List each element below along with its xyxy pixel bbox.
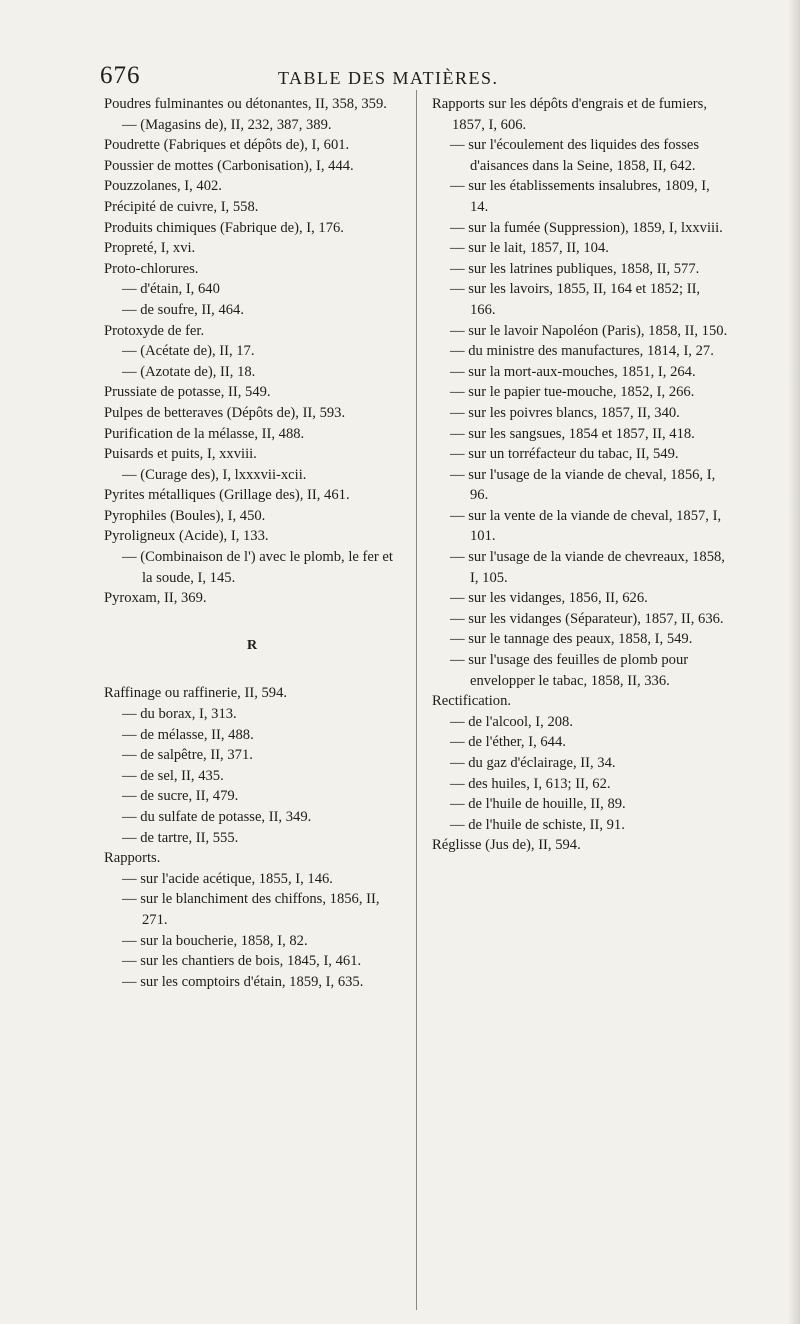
index-subentry: — sur les lavoirs, 1855, II, 164 et 1852; II, 166. bbox=[450, 281, 701, 318]
index-entry: Réglisse (Jus de), II, 594. bbox=[432, 837, 581, 854]
index-subentry: — sur l'usage de la viande de cheval, 1856, I, 96. bbox=[450, 466, 716, 504]
index-subentry: — sur les établissements insalubres, 1809, I, 14. bbox=[450, 178, 710, 215]
index-subentry: — sur les poivres blancs, 1857, II, 340. bbox=[450, 404, 680, 421]
index-entry: Pouzzolanes, I, 402. bbox=[104, 178, 222, 195]
index-subentry: — sur les sangsues, 1854 et 1857, II, 418. bbox=[450, 425, 695, 442]
index-entry: Pyrophiles (Boules), I, 450. bbox=[104, 507, 266, 524]
index-subentry: — sur la boucherie, 1858, I, 82. bbox=[122, 932, 308, 949]
index-entry: Purification de la mélasse, II, 488. bbox=[104, 425, 305, 442]
index-subentry: — sur les chantiers de bois, 1845, I, 461. bbox=[122, 953, 362, 970]
index-subentry: — sur l'usage des feuilles de plomb pour envelopper le tabac, 1858, II, 336. bbox=[450, 652, 689, 689]
index-subentry: — sur les vidanges (Séparateur), 1857, II, 636. bbox=[450, 610, 724, 627]
index-subentry: — de l'huile de schiste, II, 91. bbox=[450, 816, 625, 833]
index-subentry: — sur les comptoirs d'étain, 1859, I, 635. bbox=[122, 973, 364, 990]
index-subentry: — (Magasins de), II, 232, 387, 389. bbox=[122, 116, 332, 133]
running-title: TABLE DES MATIÈRES. bbox=[278, 68, 499, 88]
index-subentry: — des huiles, I, 613; II, 62. bbox=[450, 775, 611, 792]
index-subentry: — sur l'acide acétique, 1855, I, 146. bbox=[122, 870, 333, 887]
index-subentry: — sur les latrines publiques, 1858, II, 577. bbox=[450, 260, 700, 277]
index-entry: Rectification. bbox=[432, 693, 512, 710]
index-subentry: — de salpêtre, II, 371. bbox=[122, 747, 253, 764]
index-subentry: — du gaz d'éclairage, II, 34. bbox=[450, 755, 616, 771]
index-subentry: — du sulfate de potasse, II, 349. bbox=[122, 809, 312, 825]
index-entry: Pyrites métalliques (Grillage des), II, 461. bbox=[104, 487, 350, 504]
index-subentry: — sur le tannage des peaux, 1858, I, 549. bbox=[450, 631, 693, 648]
index-subentry: — (Curage des), I, lxxxvii-xcii. bbox=[122, 466, 307, 483]
index-subentry: — du ministre des manufactures, 1814, I, 27. bbox=[450, 343, 714, 360]
index-entry: Proto-chlorures. bbox=[104, 260, 199, 277]
left-column bbox=[104, 94, 400, 992]
index-entry: Rapports sur les dépôts d'engrais et de fumiers, 1857, I, 606. bbox=[432, 96, 707, 133]
index-entry: Rapports. bbox=[104, 850, 161, 867]
index-entry: Précipité de cuivre, I, 558. bbox=[104, 198, 259, 215]
index-subentry: — de tartre, II, 555. bbox=[122, 829, 239, 846]
index-subentry: — sur la mort-aux-mouches, 1851, I, 264. bbox=[450, 363, 696, 380]
index-subentry: — sur un torréfacteur du tabac, II, 549. bbox=[450, 446, 679, 463]
index-entry: Poussier de mottes (Carbonisation), I, 444. bbox=[104, 157, 354, 174]
page-edge-shadow bbox=[788, 0, 800, 1324]
index-subentry: — sur la fumée (Suppression), 1859, I, lxxviii. bbox=[450, 219, 723, 236]
index-subentry: — de mélasse, II, 488. bbox=[122, 726, 254, 743]
index-subentry: — de l'alcool, I, 208. bbox=[450, 713, 573, 730]
index-subentry: — de sel, II, 435. bbox=[122, 767, 224, 784]
index-entry: Poudres fulminantes ou détonantes, II, 358, 359. bbox=[104, 96, 387, 112]
index-subentry: — sur le blanchiment des chiffons, 1856, II, 271. bbox=[122, 891, 380, 928]
index-subentry: — sur les vidanges, 1856, II, 626. bbox=[450, 590, 648, 607]
index-entry: Puisards et puits, I, xxviii. bbox=[104, 446, 257, 463]
index-entry: Raffinage ou raffinerie, II, 594. bbox=[104, 685, 288, 702]
index-subentry: — (Azotate de), II, 18. bbox=[122, 363, 256, 380]
right-column bbox=[432, 94, 728, 856]
left-index-block-p bbox=[104, 94, 400, 609]
page-number: 676 bbox=[100, 62, 141, 89]
index-subentry: — (Combinaison de l') avec le plomb, le fer et la soude, I, 145. bbox=[122, 549, 393, 586]
index-entry: Pulpes de betteraves (Dépôts de), II, 593. bbox=[104, 404, 346, 421]
index-entry: Protoxyde de fer. bbox=[104, 322, 205, 339]
right-index-block bbox=[432, 94, 728, 856]
index-entry: Poudrette (Fabriques et dépôts de), I, 601. bbox=[104, 137, 350, 154]
index-entry: Propreté, I, xvi. bbox=[104, 240, 196, 257]
index-subentry: — sur l'écoulement des liquides des fosses d'aisances dans la Seine, 1858, II, 642. bbox=[450, 137, 700, 174]
index-subentry: — sur le papier tue-mouche, 1852, I, 266. bbox=[450, 384, 695, 401]
index-subentry: — sur la vente de la viande de cheval, 1857, I, 101. bbox=[450, 507, 722, 545]
index-entry: Pyroxam, II, 369. bbox=[104, 590, 207, 607]
index-subentry: — sur le lavoir Napoléon (Paris), 1858, II, 150. bbox=[450, 322, 728, 339]
left-index-block-r bbox=[104, 683, 400, 992]
index-subentry: — d'étain, I, 640 bbox=[122, 281, 220, 298]
index-subentry: — de soufre, II, 464. bbox=[122, 301, 244, 318]
index-subentry: — de l'huile de houille, II, 89. bbox=[450, 796, 626, 813]
index-entry: Pyroligneux (Acide), I, 133. bbox=[104, 528, 269, 545]
section-letter: R bbox=[246, 637, 258, 653]
index-entry: Prussiate de potasse, II, 549. bbox=[104, 384, 271, 401]
index-subentry: — sur le lait, 1857, II, 104. bbox=[450, 240, 609, 257]
index-subentry: — du borax, I, 313. bbox=[122, 706, 237, 723]
column-divider bbox=[416, 90, 417, 1310]
index-entry: Produits chimiques (Fabrique de), I, 176. bbox=[104, 219, 344, 236]
index-subentry: — de l'éther, I, 644. bbox=[450, 734, 566, 751]
index-subentry: — sur l'usage de la viande de chevreaux, 1858, I, 105. bbox=[450, 549, 725, 586]
index-subentry: — (Acétate de), II, 17. bbox=[122, 343, 255, 360]
index-subentry: — de sucre, II, 479. bbox=[122, 788, 239, 805]
